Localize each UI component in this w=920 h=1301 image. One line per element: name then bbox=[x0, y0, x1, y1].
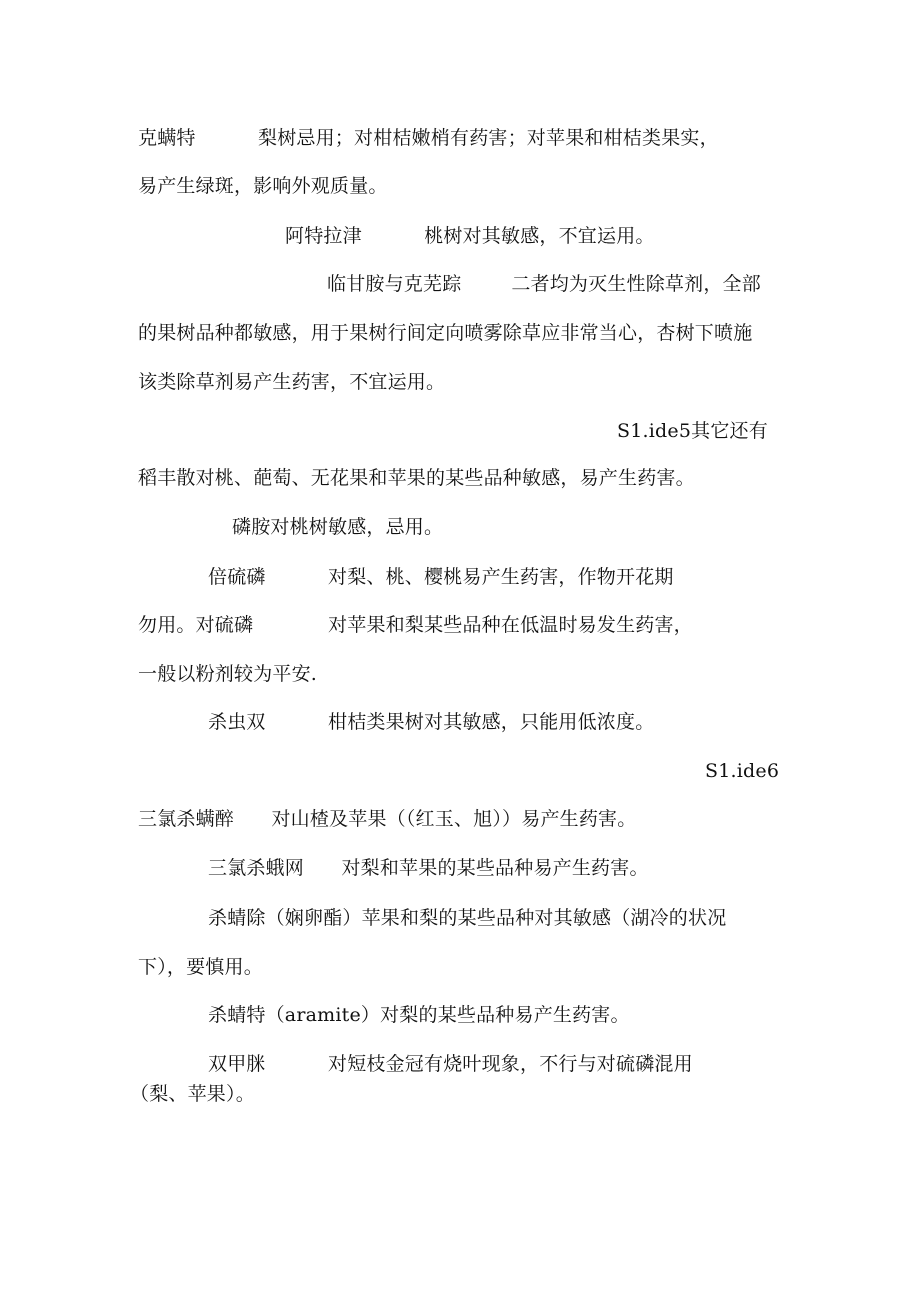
text-line: （梨、苹果）。 bbox=[130, 1083, 255, 1105]
text-line: 易产生绿斑，影响外观质量。 bbox=[138, 175, 388, 197]
text-line: 一般以粉剂较为平安. bbox=[138, 663, 318, 685]
text-line: 杀蜻特（aramite）对梨的某些品种易产生药害。 bbox=[208, 1004, 630, 1026]
text-line: 双甲脒 对短枝金冠有烧叶现象，不行与对硫磷混用 bbox=[208, 1053, 693, 1075]
text-line: 的果树品种都敏感，用于果树行间定向喷雾除草应非常当心，杏树下喷施 bbox=[138, 322, 753, 344]
text-line: 稻丰散对桃、葩萄、无花果和苹果的某些品种敏感，易产生药害。 bbox=[138, 467, 695, 489]
text-line: 三氯杀蛾网 对梨和苹果的某些品种易产生药害。 bbox=[208, 857, 649, 879]
text-line: 克螨特 梨树忌用；对柑桔嫩梢有药害；对苹果和柑桔类果实， bbox=[138, 127, 719, 149]
text-line: 临甘胺与克芜踪 二者均为灭生性除草剂，全部 bbox=[327, 273, 761, 295]
slide-marker: S1.ide6 bbox=[705, 760, 780, 782]
text-line: 勿用。对硫磷 对苹果和梨某些品种在低温时易发生药害， bbox=[138, 614, 693, 636]
text-line: 阿特拉津 桃树对其敏感，不宜运用。 bbox=[285, 225, 655, 247]
text-line: 杀虫双 柑桔类果树对其敏感，只能用低浓度。 bbox=[208, 711, 655, 733]
text-line: 倍硫磷 对梨、桃、樱桃易产生药害，作物开花期 bbox=[208, 566, 674, 588]
text-line: 三氯杀螨醉 对山楂及苹果（（红玉、旭））易产生药害。 bbox=[138, 808, 637, 830]
text-line: 下），要慎用。 bbox=[138, 956, 263, 978]
text-line: 磷胺对桃树敏感，忌用。 bbox=[232, 516, 444, 538]
text-line: 杀蜻除（娴卵酯）苹果和梨的某些品种对其敏感（湖冷的状况 bbox=[208, 907, 727, 929]
slide-marker: S1.ide5其它还有 bbox=[617, 420, 768, 442]
text-line: 该类除草剂易产生药害，不宜运用。 bbox=[138, 371, 446, 393]
